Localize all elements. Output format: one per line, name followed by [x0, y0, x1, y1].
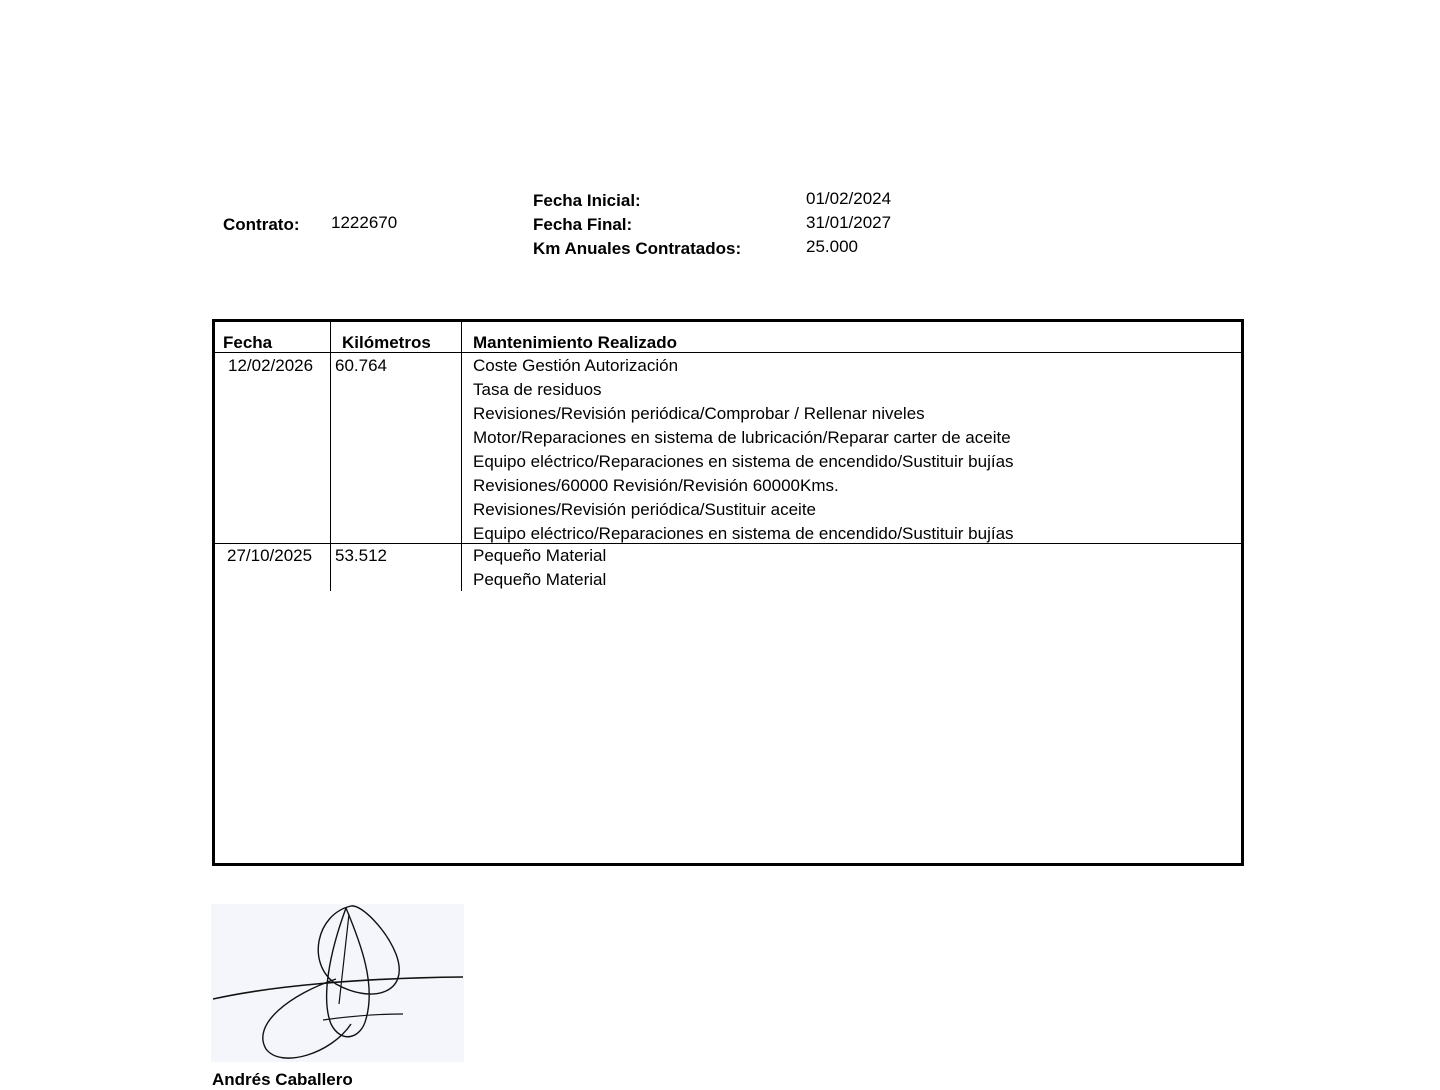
fecha-inicial-value: 01/02/2024	[806, 189, 892, 208]
row-1-items	[473, 354, 1014, 546]
fecha-final-value: 31/01/2027	[806, 213, 892, 232]
list-item: Pequeño Material	[473, 546, 607, 565]
km-anuales-label: Km Anuales Contratados:	[533, 239, 742, 258]
row-2-items	[473, 544, 606, 592]
column-header-kilometros: Kilómetros	[342, 333, 431, 352]
list-item: Equipo eléctrico/Reparaciones en sistema de encendido/Sustituir bujías	[473, 452, 1014, 471]
row-1-fecha: 12/02/2026	[228, 356, 314, 375]
column-divider-2	[461, 322, 462, 591]
list-item: Revisiones/Revisión periódica/Comprobar / Rellenar niveles	[473, 404, 925, 423]
contrato-value: 1222670	[331, 213, 398, 232]
fecha-final-label: Fecha Final:	[533, 215, 633, 234]
list-item: Coste Gestión Autorización	[473, 356, 679, 375]
fecha-inicial-label: Fecha Inicial:	[533, 191, 641, 210]
header-divider	[215, 352, 1244, 353]
signature-image	[211, 904, 464, 1062]
list-item: Equipo eléctrico/Reparaciones en sistema de encendido/Sustituir bujías	[473, 524, 1014, 543]
row-2-km: 53.512	[335, 546, 387, 565]
column-header-fecha: Fecha	[223, 333, 273, 352]
contrato-label: Contrato:	[223, 215, 300, 234]
list-item: Tasa de residuos	[473, 380, 602, 399]
signer-name: Andrés Caballero	[212, 1070, 353, 1089]
row-1-km: 60.764	[335, 356, 387, 375]
row-2-fecha: 27/10/2025	[227, 546, 313, 565]
list-item: Revisiones/Revisión periódica/Sustituir aceite	[473, 500, 816, 519]
list-item: Revisiones/60000 Revisión/Revisión 60000Kms.	[473, 476, 839, 495]
column-divider-1	[330, 322, 331, 591]
list-item: Pequeño Material	[473, 570, 607, 589]
list-item: Motor/Reparaciones en sistema de lubricación/Reparar carter de aceite	[473, 428, 1011, 447]
km-anuales-value: 25.000	[806, 237, 858, 256]
column-header-mantenimiento: Mantenimiento Realizado	[473, 333, 678, 352]
signature-scribble	[211, 904, 464, 1062]
